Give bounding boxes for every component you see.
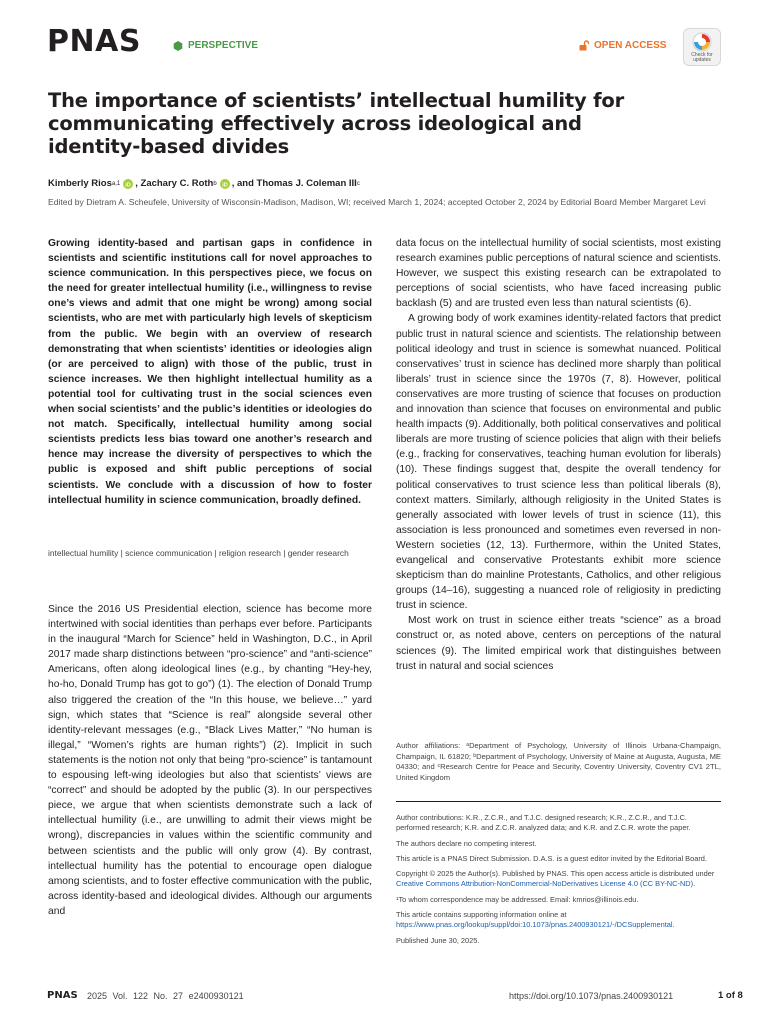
orcid-icon[interactable] <box>123 179 133 189</box>
page-number: 1 of 8 <box>718 990 743 1001</box>
copyright-text: Copyright © 2025 the Author(s). Published by PNAS. This open access article is distributed under <box>396 869 715 879</box>
author-name[interactable]: Kimberly Rios <box>48 178 112 189</box>
supporting-info-link[interactable]: https://www.pnas.org/lookup/suppl/doi:10.1073/pnas.2400930121/-/DCSupplemental. <box>396 920 675 930</box>
article-type-badge <box>173 40 258 51</box>
published-date: Published June 30, 2025. <box>396 935 480 945</box>
supporting-text: This article contains supporting information online at <box>396 910 567 920</box>
author-list <box>48 178 360 189</box>
author-affiliation-mark: b <box>213 180 217 187</box>
pnas-logo[interactable]: PNAS <box>47 24 141 59</box>
notes-divider <box>396 801 721 802</box>
author-name[interactable]: , Zachary C. Roth <box>135 178 214 189</box>
unlock-icon <box>579 40 589 51</box>
body-paragraph: data focus on the intellectual humility of social scientists, most existing research examines public perceptions of natural science and scientists. However, we suspect this existing research can be extrapolated to perceptions of social scientists, who have faced increasing public backlash (5) and are trusted even less than natural scientists (6). <box>396 238 721 310</box>
author-name[interactable]: , and Thomas J. Coleman III <box>231 178 357 189</box>
check-updates-label: Check for updates <box>691 52 713 64</box>
orcid-icon[interactable] <box>220 179 230 189</box>
abstract: Growing identity-based and partisan gaps in confidence in scientists and scientific institutions call for novel approaches to science communication. In this perspectives piece, we focus on the need for greater intellectual humility (i.e., willingness to revise one’s views and admit that one might be wrong) among social scientists, who are met with particularly high levels of skepticism from the public. We begin with an overview of research demonstrating that when scientists’ identities or ideologies align (or are perceived to align) with those of the public, trust in science increases. We then highlight intellectual humility as a potential tool for cultivating trust in the social sciences even when social scientists’ and the public’s identities or ideologies do not match. Specifically, intellectual humility among social scientists predicts less bias toward one another’s research and hence may increase the diversity of perspectives to which the public is exposed and shift public perceptions of social scientists. We conclude with a discussion of how to foster intellectual humility in science communication, broadly defined. <box>48 238 372 506</box>
author-contributions: Author contributions: K.R., Z.C.R., and T.J.C. designed research; K.R., Z.C.R., and T.J.C. performed research; K.R. and Z.C.R. analyzed data; and K.R. and Z.C.R. wrote the paper. <box>396 813 691 833</box>
keywords: intellectual humility | science communication | religion research | gender research <box>48 548 349 558</box>
article-notes <box>396 813 721 951</box>
footer-doi-link[interactable]: https://doi.org/10.1073/pnas.2400930121 <box>509 991 674 1001</box>
check-for-updates-button[interactable] <box>683 28 721 66</box>
competing-interests: The authors declare no competing interest. <box>396 838 537 848</box>
author-affiliation-mark: a,1 <box>111 180 121 187</box>
correspondence-note: ¹To whom correspondence may be addressed. Email: kmrios@illinois.edu. <box>396 894 639 904</box>
article-title: The importance of scientists’ intellectual humility for communicating effectively across ideological and identity-based divides <box>48 89 625 158</box>
open-access-badge <box>579 40 666 51</box>
body-right-column <box>396 236 721 674</box>
author-affiliations: Author affiliations: ᵃDepartment of Psychology, University of Illinois Urbana-Champaign, Champaign, IL 61820; ᵇDepartment of Psychology, University of Maine at Augusta, Augusta, ME 04330; and ᶜResearch Centre for Peace and Security, Coventry University, Coventry CV1 2TL, United Kingdom <box>396 741 721 782</box>
license-link[interactable]: Creative Commons Attribution-NonCommercial-NoDerivatives License 4.0 (CC BY-NC-ND). <box>396 879 696 889</box>
footer-citation: 2025 Vol. 122 No. 27 e2400930121 <box>87 991 244 1001</box>
body-paragraph: A growing body of work examines identity-related factors that predict public trust in natural science and scientists. The relationship between political ideology and trust in science is somewhat nuanced. Political conservatives’ trust in science has declined more sharply than political liberals’ trust in science since the 1970s (7, 8). However, political conservatives are more trusting of science that focuses on production and innovation than science that focuses on environmental and public health impacts (9). Additionally, both political conservatives and political liberals are more trusting of science policies that align with their beliefs (e.g., fracking for conservatives, teaching human evolution for liberals) (10). These findings suggest that, despite the overall tendency for political conservatives to trust science less than political liberals (8), context matters. Similarly, although religiosity in the United States is generally associated with lower levels of trust in science (11), this association is less pronounced and sometimes even reversed in non-Western societies (12, 13). Furthermore, within the United States, evangelical and conservative Protestants exhibit more science skepticism than do mainline Protestants, Catholics, and other religious groups (14–16), suggesting a nuanced role of religiosity in predicting trust in science. <box>396 313 721 612</box>
submission-note: This article is a PNAS Direct Submission. D.A.S. is a guest editor invited by the Editorial Board. <box>396 853 707 863</box>
editor-line: Edited by Dietram A. Scheufele, University of Wisconsin-Madison, Madison, WI; received March 1, 2024; accepted October 2, 2024 by Editorial Board Member Margaret Levi <box>48 197 706 207</box>
footer-journal: PNAS <box>47 990 78 1001</box>
crossmark-icon <box>692 32 712 52</box>
copyright-note <box>396 869 721 890</box>
svg-text:iD: iD <box>221 181 228 188</box>
article-type-label: PERSPECTIVE <box>188 40 259 51</box>
supporting-info-note <box>396 910 721 931</box>
body-paragraph: Since the 2016 US Presidential election, science has become more intertwined with social identities than perhaps ever before. Participants in the inaugural “March for Science” held in Washington, D.C., in April 2017 made sharp distinctions between “pro-science” and “anti-science” Americans, often along ideological lines (e.g., by chanting “Hey-hey, ho-ho, Donald Trump has got to go”) (1). The election of Donald Trump also triggered the creation of the “In this house, we believe…” yard sign, which states that “Science is real” alongside several other identity-relevant messages (e.g., “Black Lives Matter,” “No human is illegal,” “Women’s rights are human rights”) (2). Implicit in such statements is the notion not only that being “pro-science” is tantamount to espousing left-wing ideologies but also that scientists’ views are “correct” and should be adopted by the public (3). In our perspectives piece, we argue that when scientists demonstrate such a lack of intellectual humility (i.e., are unwilling to admit their views might be wrong), discrepancies in values within the scientific community and between scientists and the public will only grow (4). By contrast, intellectual humility has the potential to encourage open dialogue among scientists, and to foster effective communication with the public, across identity-based and ideological divides. Although our arguments and <box>48 604 372 917</box>
author-affiliation-mark: c <box>356 180 360 187</box>
open-access-label: OPEN ACCESS <box>594 40 667 51</box>
perspective-icon <box>173 41 183 51</box>
svg-text:iD: iD <box>125 181 131 188</box>
body-paragraph: Most work on trust in science either treats “science” as a broad construct or, as noted above, centers on perceptions of the natural sciences (9). The limited empirical work that distinguishes between trust in natural and social sciences <box>396 615 721 672</box>
